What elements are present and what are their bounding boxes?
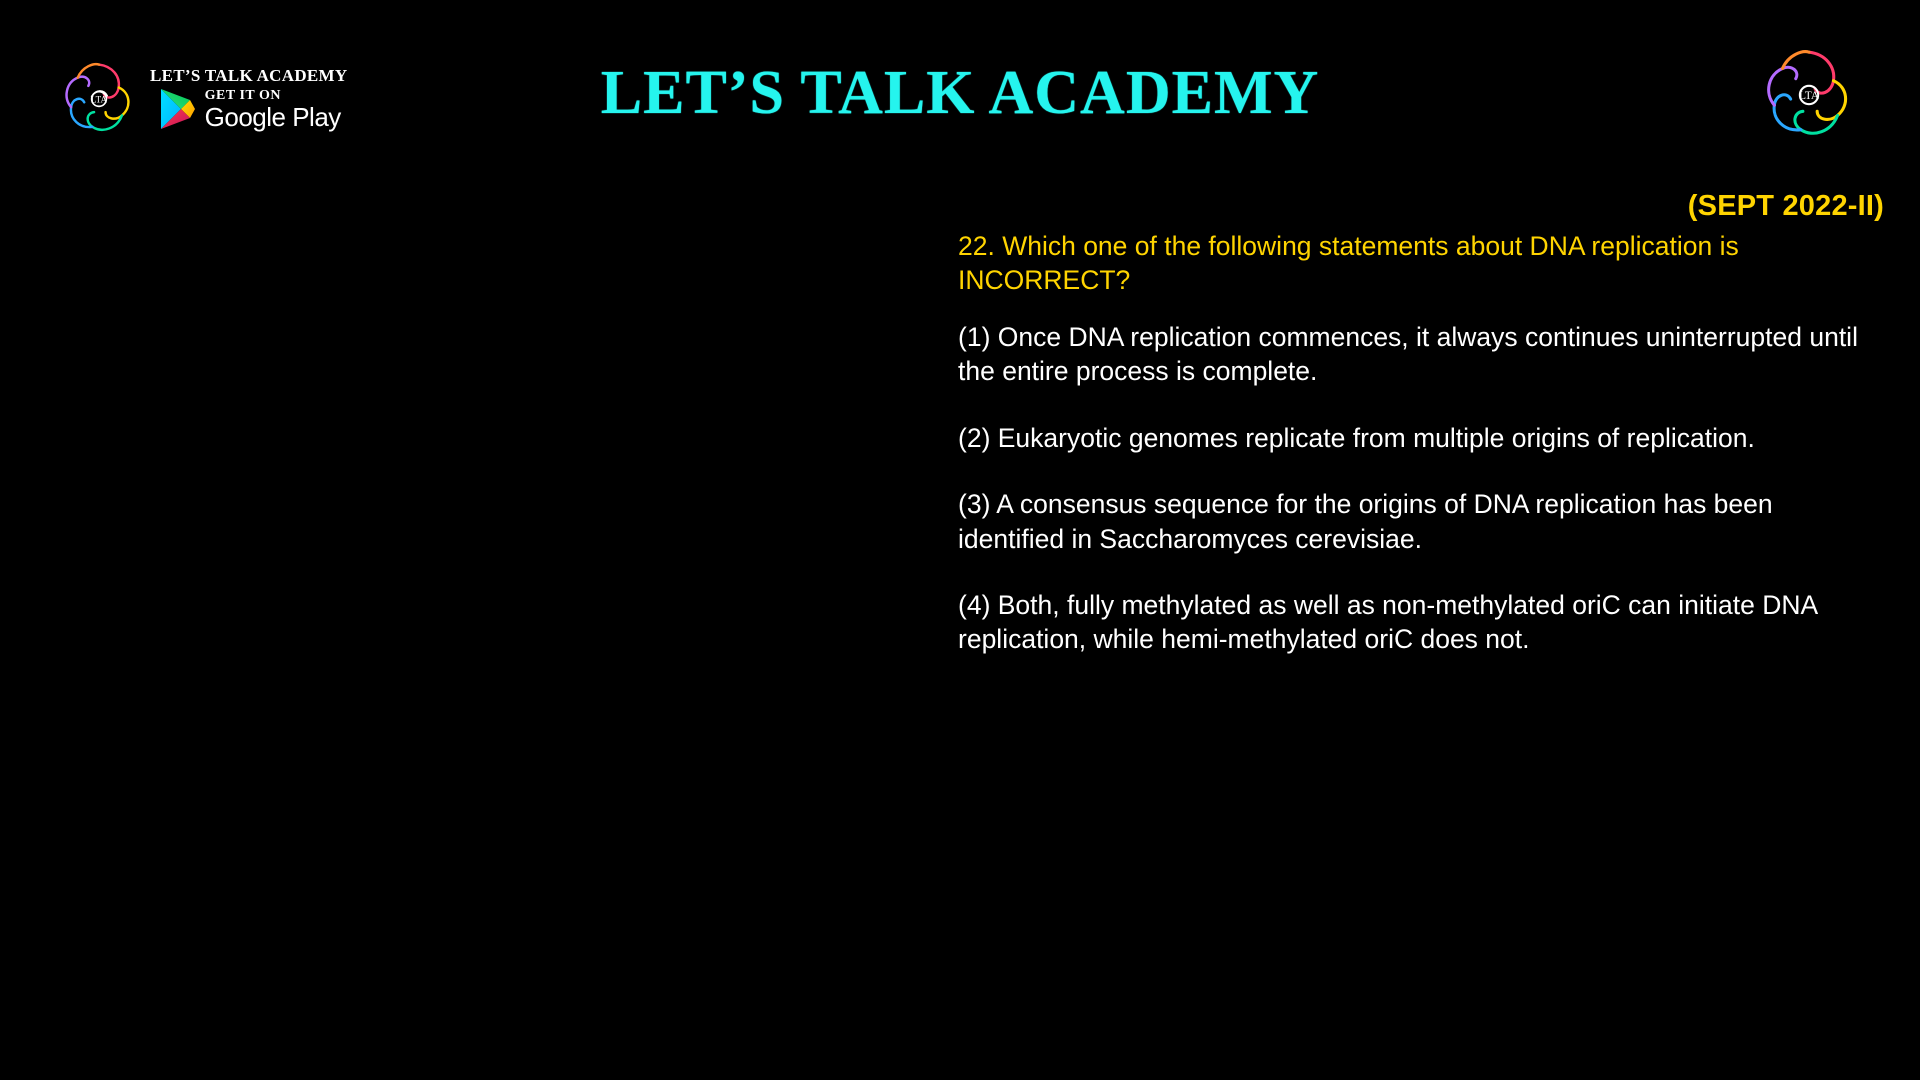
academy-name-small: LET’S TALK ACADEMY [150,66,348,85]
option-2[interactable]: (2) Eukaryotic genomes replicate from multiple origins of replication. [958,422,1755,453]
svg-text:LTA: LTA [1799,90,1819,103]
get-it-on-label: GET IT ON [204,87,282,103]
option-1[interactable]: (1) Once DNA replication commences, it always continues uninterrupted until the entire process is complete. [958,321,1858,387]
svg-text:LTA: LTA [91,94,107,105]
option-3[interactable]: (3) A consensus sequence for the origins of DNA replication has been identified in Saccharomyces cerevisiae. [958,489,1773,554]
question-text: 22. Which one of the following statements about DNA replication is INCORRECT? [958,231,1739,295]
page-title: LET’S TALK ACADEMY [600,59,1320,127]
question-block [958,230,1878,657]
option-4[interactable]: (4) Both, fully methylated as well as non-methylated oriC can initiate DNA replication, while hemi-methylated oriC does not. [958,590,1817,655]
exam-session-tag: (SEPT 2022-II) [1687,190,1884,222]
google-play-label: Google Play [204,101,341,132]
molecule-logo-icon-right [1754,44,1864,146]
